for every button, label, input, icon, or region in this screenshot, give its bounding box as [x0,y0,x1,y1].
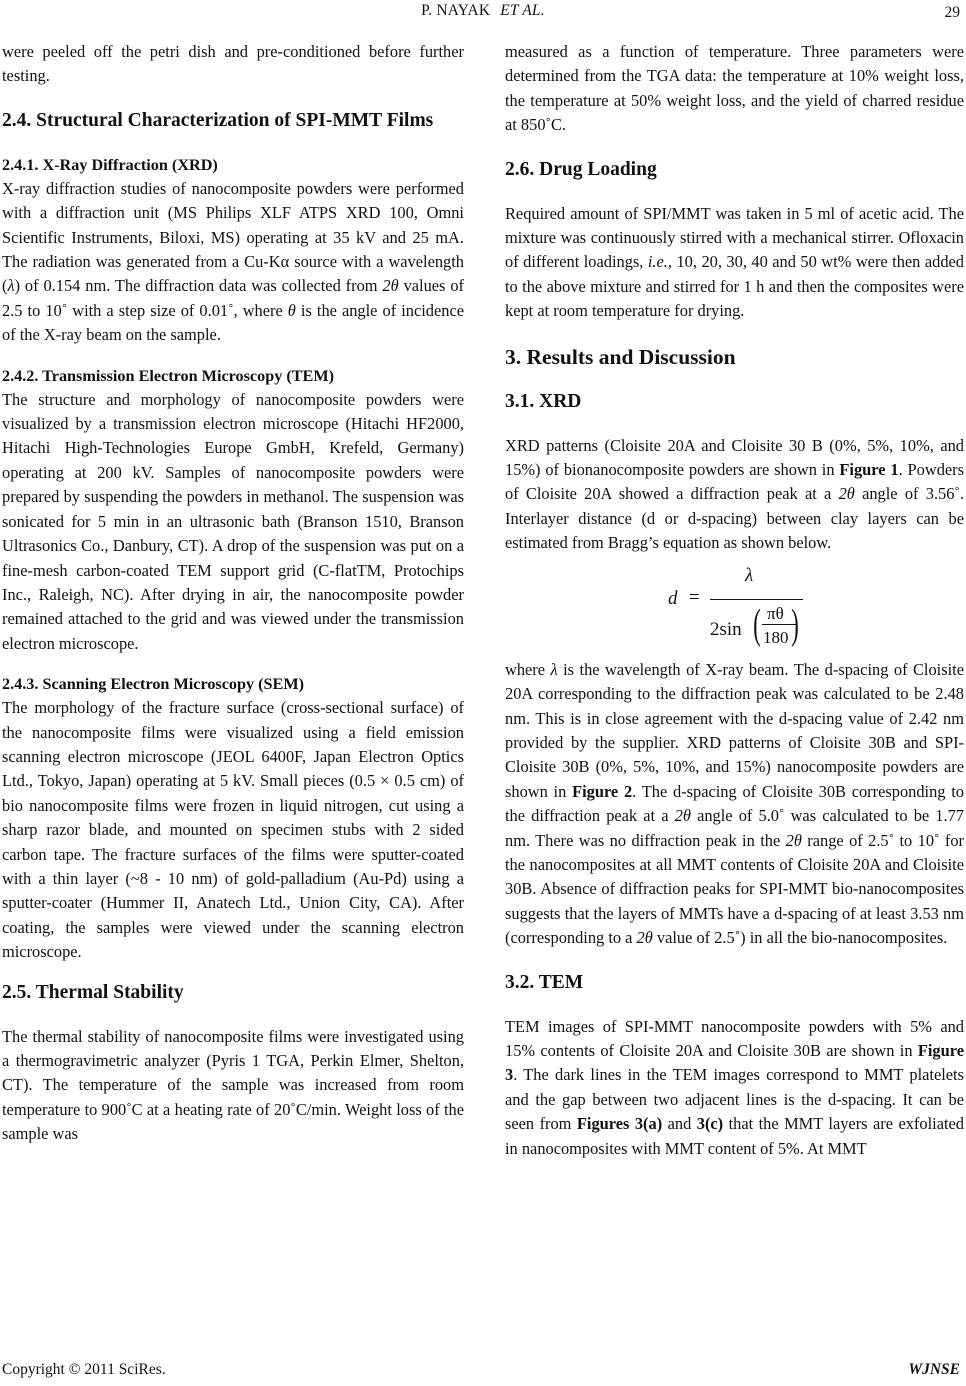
text-run: angle of 5.0˚ was calculated to be 1.77 nm. There was no diffraction peak in the [505,806,964,850]
eq-180: 180 [763,627,789,647]
text-run: X-ray diffraction studies of nanocomposite powders were performed with a diffraction unit (MS Philips XLF ATPS XRD 100, Omni Scientific Instruments, Biloxi, MS) operating at 35 kV and 25 mA. The radiation was generated from a Cu-Kα source with a wavelength ( [2,178,464,296]
page-number: 29 [944,4,960,21]
text-run: TEM images of SPI-MMT nanocomposite powders with 5% and 15% contents of Cloisite 20A and Cloisite 30B are shown in [505,1016,964,1060]
theta-symbol: θ [287,300,296,320]
section-3-2-heading: 3.2. TEM [505,971,584,993]
eq-numerator-lambda: λ [745,564,754,586]
section-3-heading: 3. Results and Discussion [505,344,736,369]
text-run: . The d-spacing of Cloisite 30B corresponding to the diffraction peak at a [505,781,964,826]
text-run: , 10, 20, 30, 40 and 50 wt% were then added to the above mixture and stirred for 1 h and then the composites were kept at room temperature for drying. [505,252,964,321]
xrd-results-paragraph-1 [505,434,964,556]
text-run: is the angle of incidence of the X-ray beam on the sample. [2,300,464,345]
running-header [0,2,966,24]
eq-fraction-bar [710,599,803,600]
eq-inner-numerator: πθ [767,603,784,623]
figure-3a-ref[interactable]: Figures 3(a) [576,1114,663,1134]
section-3-1-heading: 3.1. XRD [505,390,582,412]
section-2-5-heading: 2.5. Thermal Stability [2,981,184,1003]
copyright-notice: Copyright © 2011 SciRes. [2,1361,166,1378]
tga-continued-paragraph: measured as a function of temperature. Three parameters were determined from the TGA data: the temperature at 10% weight loss, the temperature at 50% weight loss, and the yield of charred residue at 850˚C. [505,42,964,135]
section-2-4-heading: 2.4. Structural Characterization of SPI-MMT Films [2,109,434,131]
journal-name: WJNSE [908,1361,960,1378]
et-al: ET AL. [500,2,545,19]
figure-2-ref[interactable]: Figure 2 [572,781,633,801]
thermal-stability-paragraph: The thermal stability of nanocomposite films were investigated using a thermogravimetric analyzer (Pyris 1 TGA, Perkin Elmer, Shelton, CT). The temperature of the sample was increased from room temperature to 900˚C at a heating rate of 20˚C/min. Weight loss of the sample was [2,1026,464,1144]
two-theta-symbol: 2θ [838,484,855,504]
text-run: Required amount of SPI/MMT was taken in 5 ml of acetic acid. The mixture was continuously stirred with a mechanical stirrer. Ofloxacin of different loadings, [505,203,964,272]
right-column [505,40,964,1161]
two-theta-symbol: 2θ [636,928,653,948]
ie-abbrev: i.e. [647,252,668,272]
xrd-results-paragraph-2 [505,658,964,951]
header-authors [0,2,966,20]
text-run: . The dark lines in the TEM images correspond to MMT platelets and the gap between two adjacent lines is the d-spacing. It can be seen from [505,1065,964,1134]
section-2-4-3-heading: 2.4.3. Scanning Electron Microscopy (SEM) [2,675,305,694]
figure-3-ref[interactable]: Figure 3 [505,1040,964,1085]
tem-results-paragraph [505,1015,964,1161]
text-run: XRD patterns (Cloisite 20A and Cloisite 30 B (0%, 5%, 10%, and 15%) of bionanocomposite powders are shown in [505,435,964,480]
text-run: where [505,659,551,679]
text-run: range of 2.5˚ to 10˚ for the nanocomposites at all MMT contents of Cloisite 20A and Cloisite 30B. Absence of diffraction peaks for SPI-MMT bio-nanocomposites suggests that the layers of MMTs have a d-spacing of at least 3.53 nm (corresponding to a [505,830,964,948]
figure-3c-ref[interactable]: 3(c) [696,1114,724,1134]
figure-1-ref[interactable]: Figure 1 [839,460,899,480]
text-run: ) of 0.154 nm. The diffraction data was collected from [14,276,383,296]
lambda-symbol: λ [7,276,15,296]
drug-loading-paragraph [505,202,964,324]
eq-2sin: 2sin [710,618,742,640]
text-run: that the MMT layers are exfoliated in nanocomposites with MMT content of 5%. At MMT [505,1114,964,1158]
two-theta-symbol: 2θ [382,276,399,296]
section-2-6-heading: 2.6. Drug Loading [505,158,657,180]
eq-lhs-d: d [668,587,678,609]
lambda-symbol: λ [550,659,558,679]
author-name: P. NAYAK [421,2,491,19]
text-run: and [662,1114,697,1134]
eq-left-paren: ( [753,601,761,648]
tem-method-paragraph: The structure and morphology of nanocomposite powders were visualized by a transmission electron microscope (Hitachi HF2000, Hitachi High-Technologies Europe GmbH, Krefeld, Germany) operating at 200 kV. Samples of nanocomposite powders were prepared by suspending the powders in methanol. The suspension was sonicated for 5 min in an ultrasonic bath (Branson 1510, Branson Ultrasonics Co., Danbury, CT). A drop of the suspension was put on a fine-mesh carbon-coated TEM support grid (C-flatTM, Protochips Inc., Raleigh, NC). After drying in air, the nanocomposite powder remained attached to the grid and was viewed under the transmission electron microscope. [2,389,464,653]
two-theta-symbol: 2θ [674,806,691,826]
bragg-equation [505,566,964,650]
section-2-4-1-heading: 2.4.1. X-Ray Diffraction (XRD) [2,155,218,174]
text-run: angle of 3.56˚. Interlayer distance (d or d-spacing) between clay layers can be estimated from Bragg’s equation as shown below. [505,484,964,553]
section-2-4-2-heading: 2.4.2. Transmission Electron Microscopy (TEM) [2,366,334,385]
text-run: values of 2.5 to 10˚ with a step size of 0.01˚, where [2,276,464,320]
intro-paragraph: were peeled off the petri dish and pre-conditioned before further testing. [2,42,464,86]
eq-right-paren: ) [791,601,799,648]
text-run: value of 2.5˚) in all the bio-nanocomposites. [652,928,948,948]
sem-method-paragraph: The morphology of the fracture surface (cross-sectional surface) of the nanocomposite films were visualized using a field emission scanning electron microscope (JEOL 6400F, Japan Electron Optics Ltd., Tokyo, Japan) operating at 5 kV. Small pieces (0.5 × 0.5 cm) of bio nanocomposite films were frozen in liquid nitrogen, cut using a sharp razor blade, and mounted on specimen stubs with 2 sided carbon tape. The fracture surfaces of the films were sputter-coated with a thin layer (~8 - 10 nm) of gold-palladium (Au-Pd) using a sputter-coater (Hummer II, Anatech Ltd., Union City, CA). After coating, the samples were viewed under the scanning electron microscope. [2,698,464,962]
text-run: . Powders of Cloisite 20A showed a diffraction peak at a [505,460,964,504]
eq-pi-theta [767,602,784,626]
eq-equals: = [689,586,700,608]
xrd-method-paragraph [2,177,464,348]
left-column [2,40,464,1147]
text-run: is the wavelength of X-ray beam. The d-spacing of Cloisite 20A corresponding to the diffraction peak was calculated to be 2.48 nm. This is in close agreement with the d-spacing value of 2.42 nm provided by the supplier. XRD patterns of Cloisite 30B and SPI-Cloisite 30B (0%, 5%, 10%, and 15%) nanocomposite powders are shown in [505,659,965,801]
two-theta-symbol: 2θ [785,830,802,850]
